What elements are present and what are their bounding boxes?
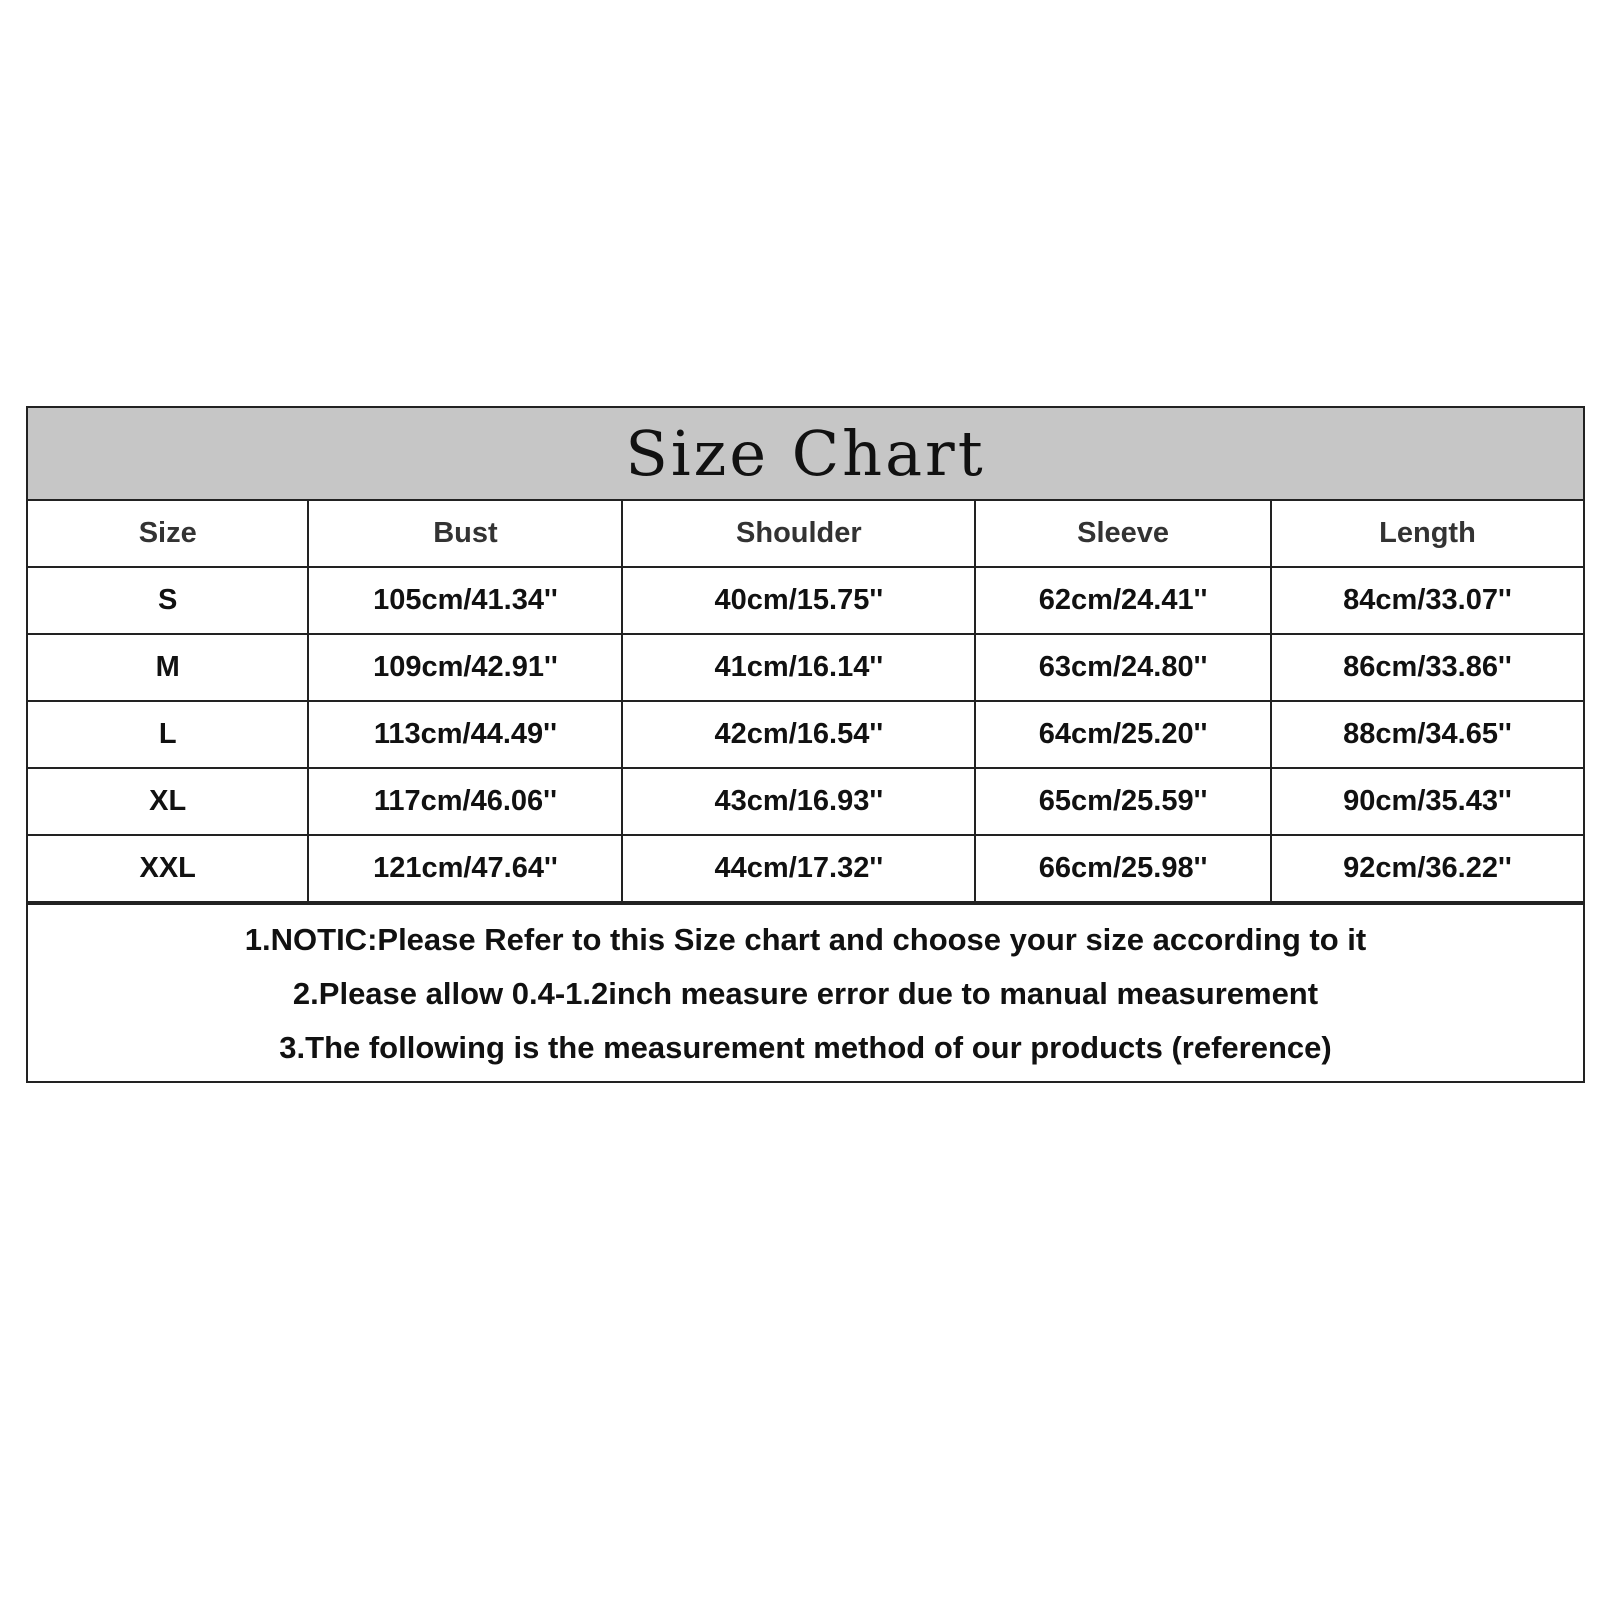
- cell-shoulder: 44cm/17.32'': [622, 835, 975, 902]
- cell-sleeve: 64cm/25.20'': [975, 701, 1271, 768]
- note-line: 3.The following is the measurement method of our products (reference): [279, 1030, 1332, 1065]
- table-row: [28, 634, 1583, 701]
- table-row: [28, 835, 1583, 902]
- cell-shoulder: 40cm/15.75'': [622, 567, 975, 634]
- cell-length: 86cm/33.86'': [1271, 634, 1583, 701]
- table-header-row: [28, 501, 1583, 567]
- column-header-shoulder: Shoulder: [622, 501, 975, 567]
- cell-sleeve: 66cm/25.98'': [975, 835, 1271, 902]
- cell-length: 90cm/35.43'': [1271, 768, 1583, 835]
- column-header-length: Length: [1271, 501, 1583, 567]
- cell-sleeve: 63cm/24.80'': [975, 634, 1271, 701]
- cell-sleeve: 62cm/24.41'': [975, 567, 1271, 634]
- cell-shoulder: 41cm/16.14'': [622, 634, 975, 701]
- notes-section: [28, 903, 1583, 1081]
- note-line: 1.NOTIC:Please Refer to this Size chart and choose your size according to it: [244, 922, 1367, 957]
- cell-size: S: [28, 567, 308, 634]
- cell-length: 84cm/33.07'': [1271, 567, 1583, 634]
- cell-size: L: [28, 701, 308, 768]
- column-header-size: Size: [28, 501, 308, 567]
- cell-bust: 121cm/47.64'': [308, 835, 622, 902]
- cell-length: 88cm/34.65'': [1271, 701, 1583, 768]
- cell-shoulder: 42cm/16.54'': [622, 701, 975, 768]
- chart-title: Size Chart: [28, 408, 1583, 501]
- cell-sleeve: 65cm/25.59'': [975, 768, 1271, 835]
- table-row: [28, 701, 1583, 768]
- cell-bust: 109cm/42.91'': [308, 634, 622, 701]
- column-header-bust: Bust: [308, 501, 622, 567]
- cell-bust: 113cm/44.49'': [308, 701, 622, 768]
- cell-size: XL: [28, 768, 308, 835]
- cell-size: XXL: [28, 835, 308, 902]
- cell-shoulder: 43cm/16.93'': [622, 768, 975, 835]
- note-line: 2.Please allow 0.4-1.2inch measure error due to manual measurement: [292, 976, 1319, 1011]
- table-row: [28, 567, 1583, 634]
- cell-length: 92cm/36.22'': [1271, 835, 1583, 902]
- column-header-sleeve: Sleeve: [975, 501, 1271, 567]
- size-table: [28, 501, 1583, 903]
- cell-bust: 105cm/41.34'': [308, 567, 622, 634]
- cell-size: M: [28, 634, 308, 701]
- table-row: [28, 768, 1583, 835]
- size-chart: [26, 406, 1585, 1083]
- cell-bust: 117cm/46.06'': [308, 768, 622, 835]
